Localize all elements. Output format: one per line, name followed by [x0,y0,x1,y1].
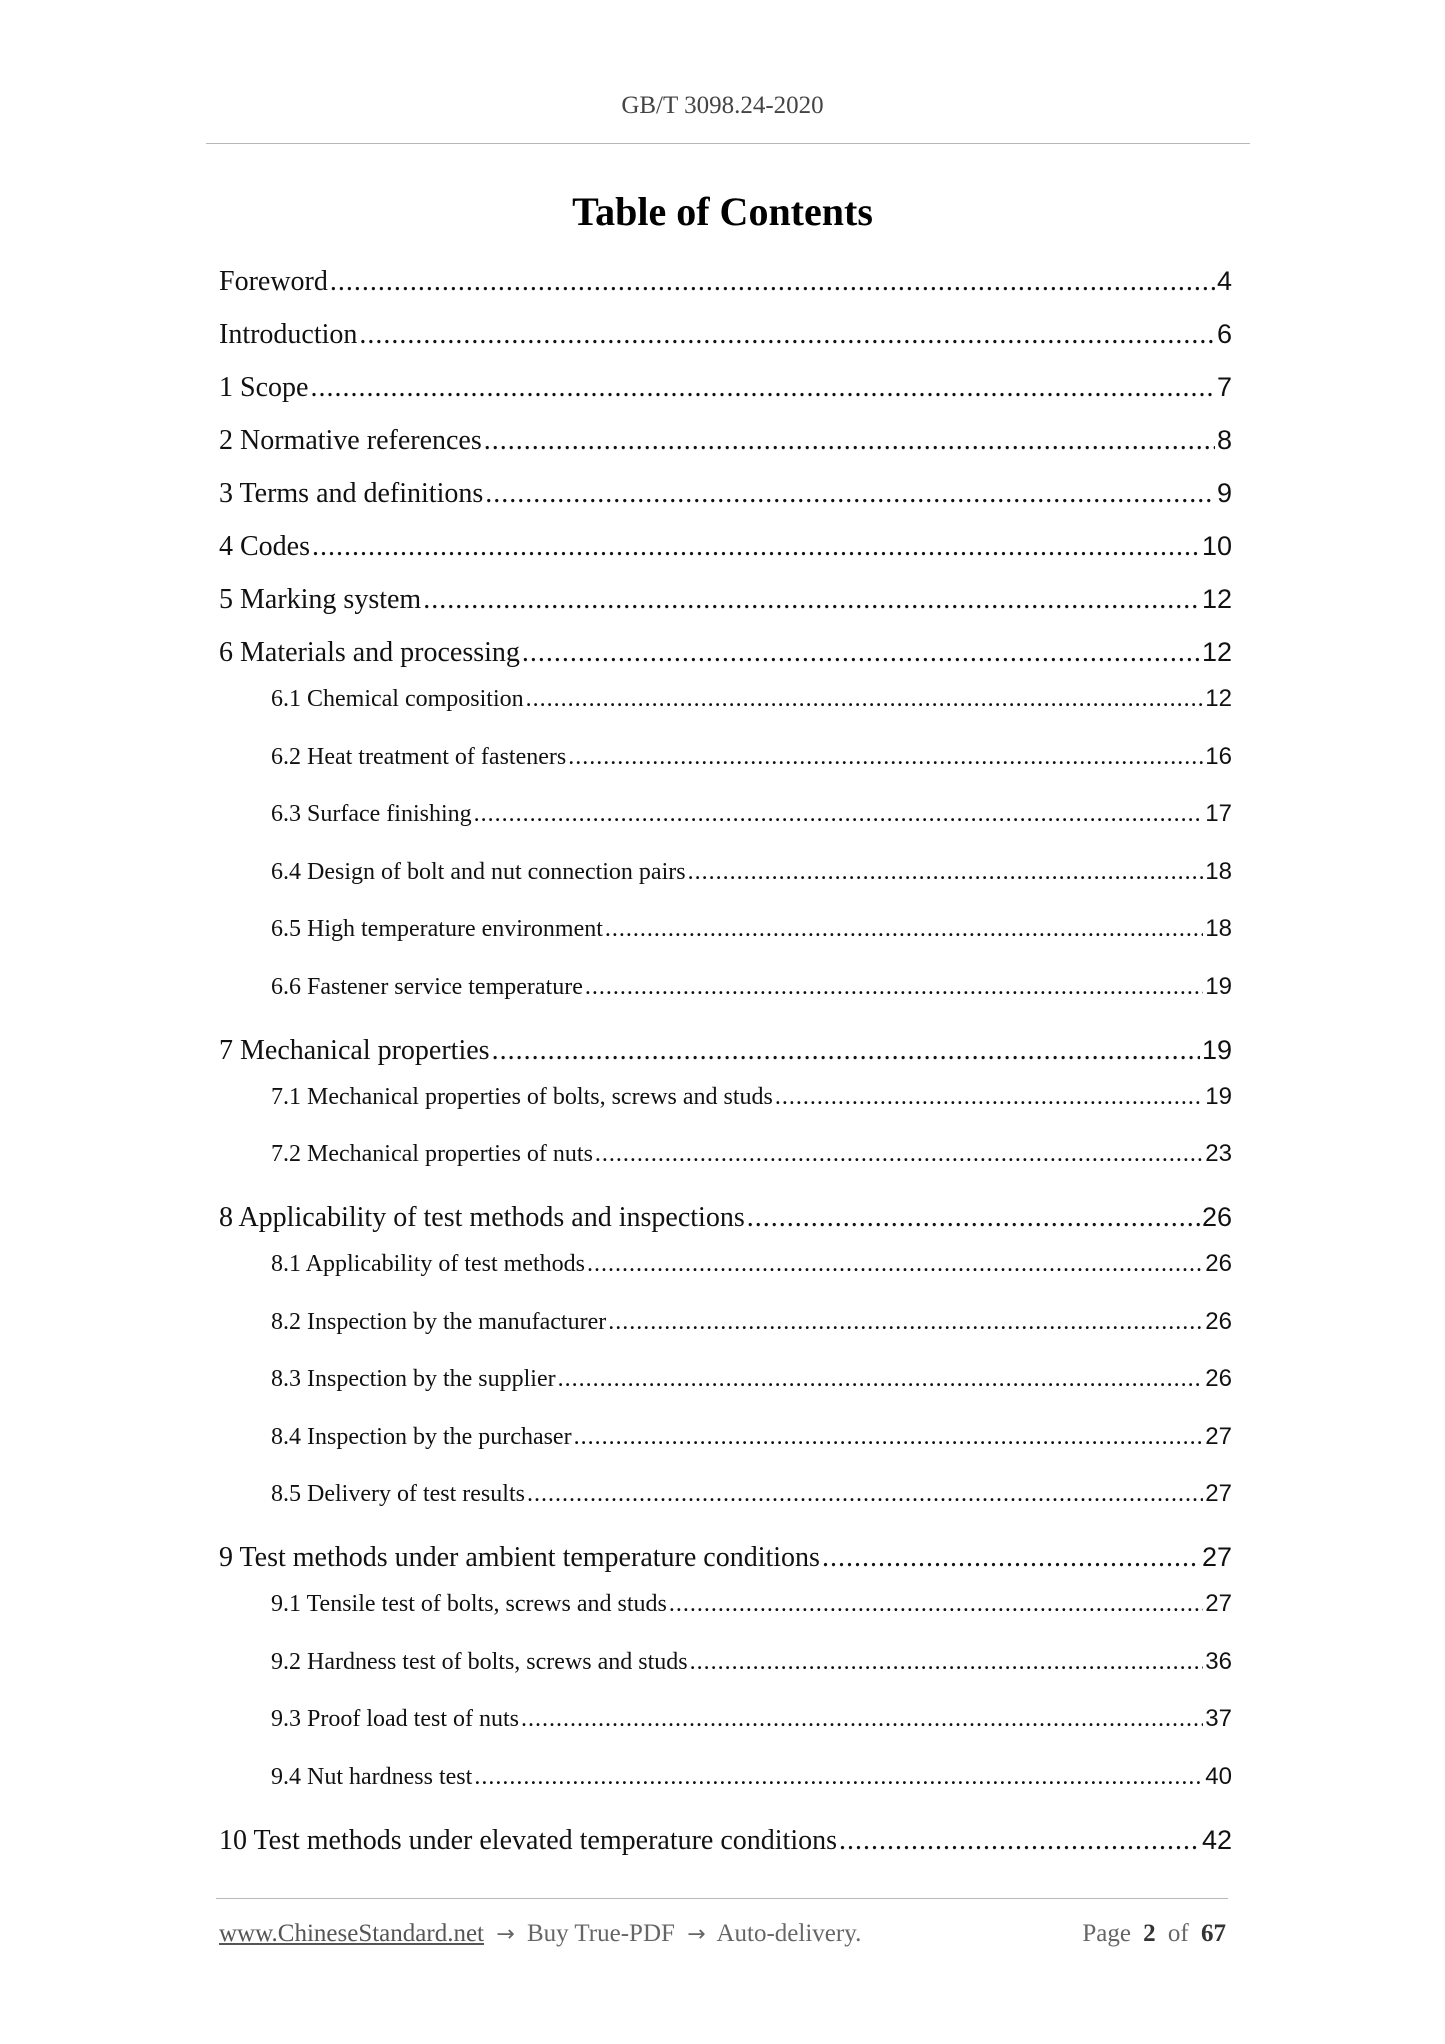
footer-divider [216,1898,1228,1899]
toc-entry-page-number: 27 [1201,1542,1232,1572]
toc-dot-leader [775,1084,1203,1111]
toc-entry-page-number: 9 [1216,478,1232,508]
toc-entry-label: 8.3 Inspection by the supplier [271,1366,556,1392]
toc-subsection-entry[interactable] [271,1705,1232,1733]
toc-dot-leader [330,266,1215,298]
toc-dot-leader [839,1825,1200,1857]
toc-entry-label: 5 Marking system [219,584,422,615]
toc-entry-label: 6.6 Fastener service temperature [271,973,583,1000]
page-indicator [1082,1920,1232,1948]
toc-subsection-entry[interactable] [271,800,1232,828]
toc-subsection-entry[interactable] [271,743,1232,771]
toc-entry-label: Foreword [219,266,328,297]
toc-subsection-entry[interactable] [271,1648,1232,1676]
toc-dot-leader [595,1141,1203,1168]
toc-section-entry[interactable] [219,1035,1232,1067]
toc-entry-page-number: 10 [1201,531,1232,561]
page-total: 67 [1201,1920,1226,1947]
toc-subsection-entry[interactable] [271,915,1232,943]
toc-dot-leader [423,584,1200,616]
toc-subsection-entry[interactable] [271,1083,1232,1111]
toc-dot-leader [585,974,1203,1001]
toc-dot-leader [747,1202,1200,1234]
toc-entry-page-number: 26 [1205,1365,1232,1392]
toc-dot-leader [605,916,1203,943]
toc-dot-leader [310,372,1215,404]
toc-entry-page-number: 18 [1205,857,1232,885]
toc-dot-leader [474,801,1204,828]
toc-entry-page-number: 26 [1205,1307,1232,1335]
toc-entry-label: 8.5 Delivery of test results [271,1481,525,1507]
toc-section-entry[interactable] [219,425,1232,457]
toc-entry-label: 6.3 Surface finishing [271,801,472,827]
toc-subsection-entry[interactable] [271,685,1232,713]
toc-entry-label: 4 Codes [219,531,310,562]
toc-section-entry[interactable] [219,266,1232,298]
toc-entry-page-number: 19 [1205,972,1232,1000]
toc-dot-leader [558,1366,1204,1393]
toc-section-entry[interactable] [219,478,1232,510]
toc-dot-leader [587,1251,1203,1278]
toc-entry-label: 9.3 Proof load test of nuts [271,1706,519,1732]
toc-entry-label: 6.2 Heat treatment of fasteners [271,743,567,770]
toc-entry-page-number: 12 [1201,584,1232,614]
auto-delivery-text: Auto-delivery. [716,1920,862,1947]
toc-entry-label: 7.1 Mechanical properties of bolts, screws and studs [271,1083,773,1110]
page-current: 2 [1143,1920,1156,1947]
toc-entry-page-number: 37 [1205,1705,1232,1732]
toc-subsection-entry[interactable] [271,1763,1232,1791]
toc-entry-label: Introduction [219,319,358,350]
toc-entry-page-number: 23 [1205,1140,1232,1167]
toc-entry-label: 10 Test methods under elevated temperature conditions [219,1824,838,1856]
toc-subsection-entry[interactable] [271,1365,1232,1393]
toc-dot-leader [484,425,1215,457]
toc-dot-leader [527,1481,1203,1508]
page-of: of [1167,1920,1189,1947]
toc-entry-label: 9.4 Nut hardness test [271,1763,473,1790]
toc-entry-page-number: 7 [1216,372,1232,402]
toc-entry-label: 8 Applicability of test methods and inspections [219,1202,745,1233]
right-arrow-icon: → [687,1922,706,1947]
toc-dot-leader [690,1649,1204,1676]
toc-entry-label: 2 Normative references [219,425,482,456]
page-title: Table of Contents [572,189,873,234]
toc-dot-leader [359,319,1215,351]
toc-dot-leader [474,1764,1203,1791]
toc-entry-page-number: 27 [1205,1480,1232,1507]
toc-dot-leader [669,1591,1203,1618]
toc-dot-leader [568,744,1203,771]
toc-subsection-entry[interactable] [271,1250,1232,1278]
toc-subsection-entry[interactable] [271,1590,1232,1618]
toc-entry-page-number: 19 [1201,1034,1232,1065]
toc-section-entry[interactable] [219,637,1232,669]
toc-subsection-entry[interactable] [271,1423,1232,1451]
toc-section-entry[interactable] [219,531,1232,563]
toc-section-entry[interactable] [219,1825,1232,1857]
toc-entry-label: 9.1 Tensile test of bolts, screws and studs [271,1591,667,1617]
toc-dot-leader [608,1309,1203,1336]
toc-entry-label: 7 Mechanical properties [219,1034,490,1066]
toc-entry-label: 8.1 Applicability of test methods [271,1251,585,1277]
toc-entry-page-number: 26 [1205,1250,1232,1277]
toc-entry-label: 1 Scope [219,372,309,403]
toc-dot-leader [492,1035,1200,1067]
toc-entry-page-number: 40 [1205,1762,1232,1790]
toc-subsection-entry[interactable] [271,1308,1232,1336]
toc-entry-label: 7.2 Mechanical properties of nuts [271,1141,593,1167]
toc-entry-label: 3 Terms and definitions [219,478,484,509]
toc-section-entry[interactable] [219,372,1232,404]
toc-entry-page-number: 8 [1216,425,1232,455]
toc-entry-page-number: 12 [1205,685,1232,712]
toc-dot-leader [312,531,1200,563]
toc-section-entry[interactable] [219,1542,1232,1574]
toc-entry-page-number: 18 [1205,915,1232,942]
toc-dot-leader [574,1424,1204,1451]
toc-entry-page-number: 17 [1205,800,1232,827]
footer-left [219,1920,861,1948]
toc-dot-leader [822,1542,1200,1574]
toc-entry-label: 6.4 Design of bolt and nut connection pairs [271,858,686,885]
toc-entry-label: 6.1 Chemical composition [271,686,524,712]
toc-subsection-entry[interactable] [271,973,1232,1001]
toc-entry-label: 8.2 Inspection by the manufacturer [271,1308,607,1335]
toc-dot-leader [526,686,1204,713]
toc-subsection-entry[interactable] [271,1480,1232,1508]
page-prefix: Page [1082,1920,1131,1947]
toc-entry-page-number: 27 [1205,1590,1232,1617]
toc-dot-leader [522,637,1200,669]
toc-entry-page-number: 12 [1201,637,1232,667]
toc-section-entry[interactable] [219,319,1232,351]
toc-section-entry[interactable] [219,584,1232,616]
toc-dot-leader [485,478,1215,510]
toc-dot-leader [521,1706,1203,1733]
running-header: GB/T 3098.24-2020 [621,92,824,119]
toc-entry-label: 6 Materials and processing [219,637,520,668]
right-arrow-icon: → [496,1922,515,1947]
toc-entry-label: 9.2 Hardness test of bolts, screws and studs [271,1648,688,1675]
toc-entry-page-number: 6 [1216,319,1232,349]
toc-entry-page-number: 36 [1205,1647,1232,1675]
toc-dot-leader [688,859,1204,886]
toc-entry-page-number: 42 [1201,1824,1232,1855]
toc-subsection-entry[interactable] [271,1140,1232,1168]
toc-subsection-entry[interactable] [271,858,1232,886]
toc-entry-page-number: 4 [1216,266,1232,296]
site-link[interactable]: www.ChineseStandard.net [219,1920,484,1947]
toc-entry-page-number: 26 [1201,1202,1232,1232]
page-footer [219,1920,1232,1948]
toc-entry-page-number: 19 [1205,1082,1232,1110]
toc-entry-label: 8.4 Inspection by the purchaser [271,1423,572,1450]
toc-entry-page-number: 27 [1205,1422,1232,1450]
toc-entry-page-number: 16 [1205,742,1232,770]
toc-section-entry[interactable] [219,1202,1232,1234]
buy-true-pdf-link[interactable]: Buy True-PDF [526,1920,675,1947]
toc-entry-label: 9 Test methods under ambient temperature conditions [219,1542,820,1573]
toc-entry-label: 6.5 High temperature environment [271,916,603,942]
